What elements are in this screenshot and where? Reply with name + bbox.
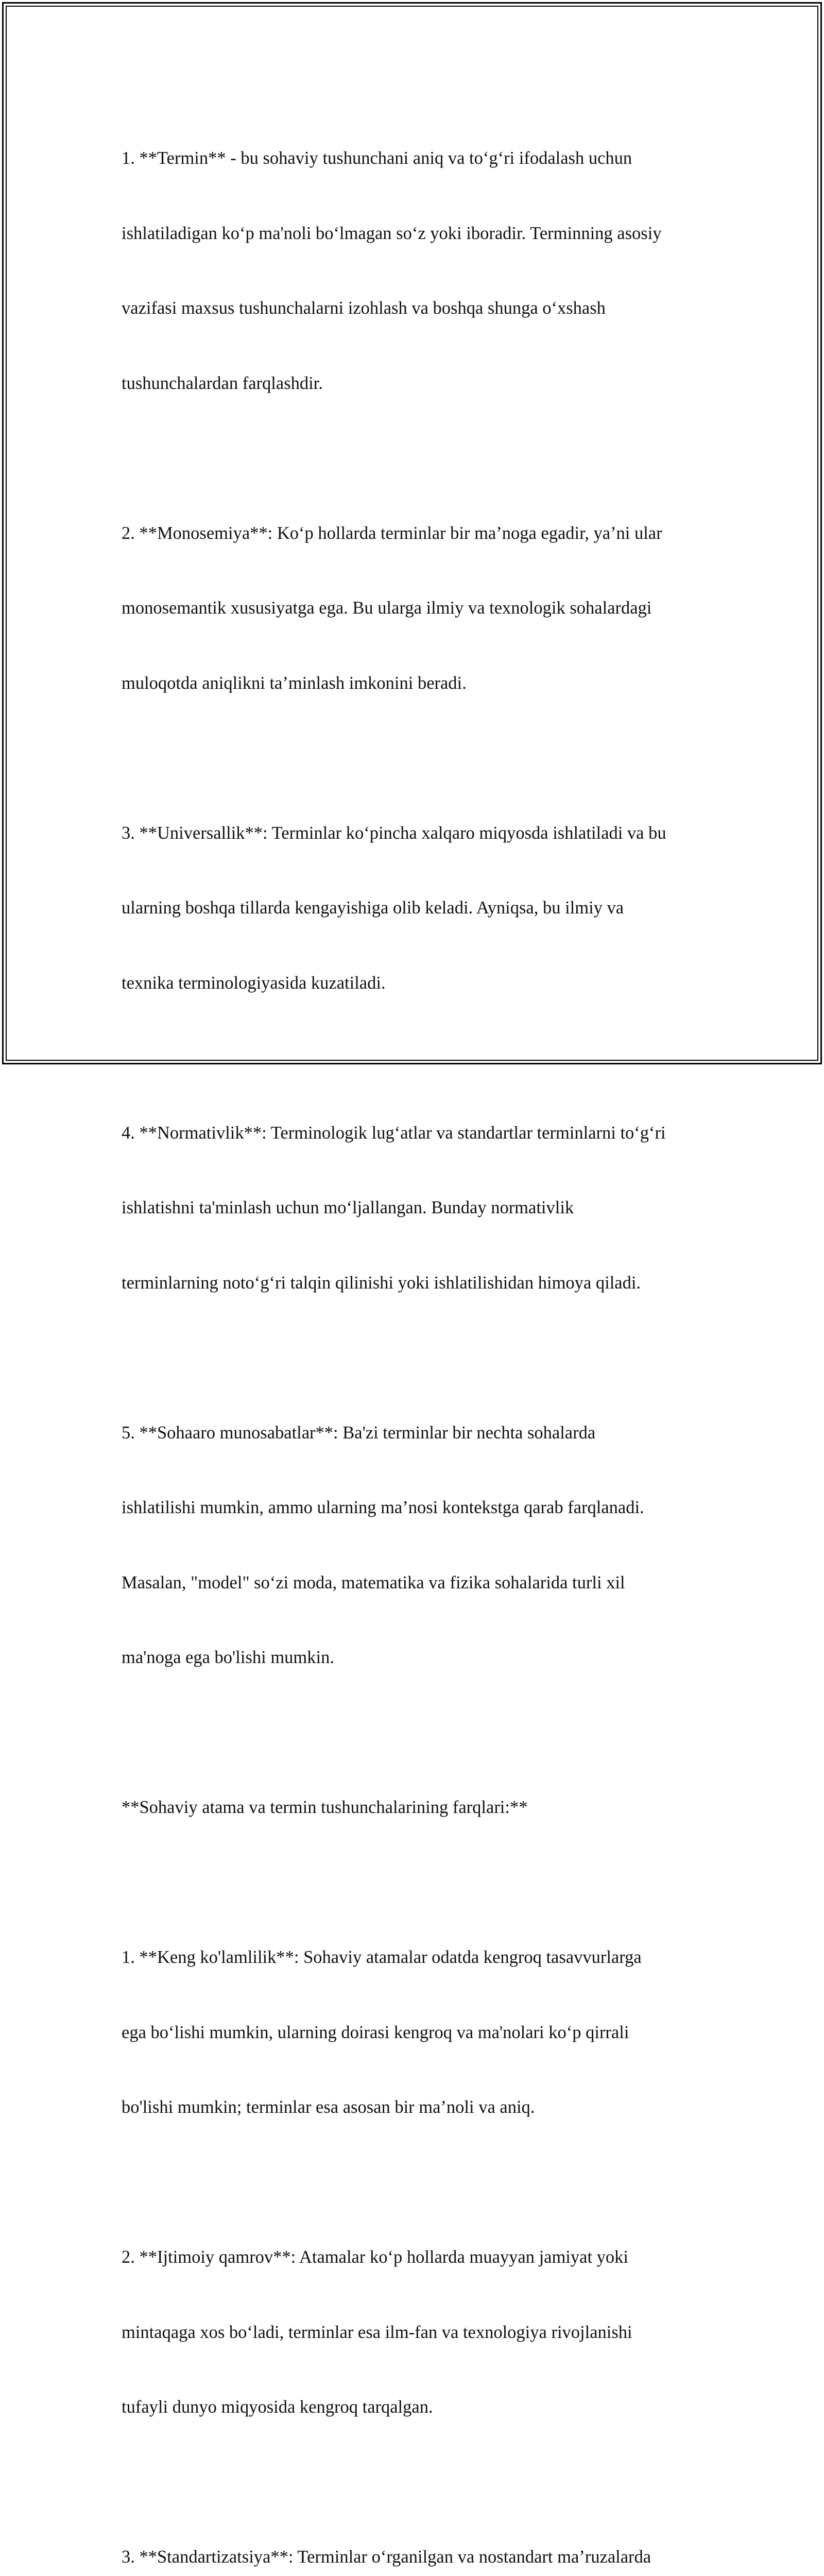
- text-line: ma'noga ega bo'lishi mumkin.: [122, 1648, 334, 1667]
- text-line: 4. **Normativlik**: Terminologik lug‘atlar va standartlar terminlarni to‘g‘ri: [122, 1123, 666, 1143]
- paragraph-ijtimoiy-qamrov: [122, 2195, 714, 2470]
- text-line: vazifasi maxsus tushunchalarni izohlash va boshqa shunga o‘xshash: [122, 298, 606, 318]
- text-line: 3. **Universallik**: Terminlar ko‘pincha xalqaro miqyosda ishlatiladi va bu: [122, 823, 666, 843]
- text-line: ishlatilishi mumkin, ammo ularning ma’nosi kontekstga qarab farqlanadi.: [122, 1498, 644, 1517]
- text-line: ishlatishni ta'minlash uchun mo‘ljallangan. Bunday normativlik: [122, 1198, 574, 1217]
- paragraph-monosemiya: [122, 471, 714, 746]
- text-line: tufayli dunyo miqyosida kengroq tarqalgan.: [122, 2397, 433, 2417]
- document-body: [122, 96, 714, 2576]
- text-line: 2. **Monosemiya**: Ko‘p hollarda terminlar bir ma’noga egadir, ya’ni ular: [122, 523, 662, 543]
- text-line: ularning boshqa tillarda kengayishiga olib keladi. Ayniqsa, bu ilmiy va: [122, 898, 624, 918]
- text-line: **Sohaviy atama va termin tushunchalarining farqlari:**: [122, 1798, 528, 1817]
- text-line: mintaqaga xos bo‘ladi, terminlar esa ilm-fan va texnologiya rivojlanishi: [122, 2322, 632, 2342]
- text-line: 1. **Keng ko'lamlilik**: Sohaviy atamalar odatda kengroq tasavvurlarga: [122, 1947, 642, 1967]
- text-line: ishlatiladigan ko‘p ma'noli bo‘lmagan so‘z yoki iboradir. Terminning asosiy: [122, 223, 662, 243]
- paragraph-sohaaro-munosabatlar: [122, 1370, 714, 1720]
- paragraph-normativlik: [122, 1071, 714, 1346]
- text-line: terminlarning noto‘g‘ri talqin qilinishi yoki ishlatilishidan himoya qiladi.: [122, 1273, 641, 1293]
- text-line: 2. **Ijtimoiy qamrov**: Atamalar ko‘p hollarda muayyan jamiyat yoki: [122, 2247, 628, 2267]
- text-line: 3. **Standartizatsiya**: Terminlar o‘rganilgan va nostandart ma’ruzalarda: [122, 2547, 651, 2567]
- paragraph-universallik: [122, 771, 714, 1046]
- text-line: bo'lishi mumkin; terminlar esa asosan bir ma’noli va aniq.: [122, 2097, 535, 2117]
- paragraph-standartizatsiya: [122, 2495, 714, 2576]
- text-line: ega bo‘lishi mumkin, ularning doirasi kengroq va ma'nolari ko‘p qirrali: [122, 2022, 629, 2042]
- text-line: texnika terminologiyasida kuzatiladi.: [122, 973, 386, 993]
- paragraph-keng-kolamlilik: [122, 1895, 714, 2170]
- text-line: Masalan, "model" so‘zi moda, matematika va fizika sohalarida turli xil: [122, 1572, 625, 1592]
- text-line: 1. **Termin** - bu sohaviy tushunchani aniq va to‘g‘ri ifodalash uchun: [122, 148, 632, 168]
- text-line: muloqotda aniqlikni ta’minlash imkonini beradi.: [122, 673, 467, 693]
- section-heading: [122, 1745, 714, 1870]
- paragraph-termin: [122, 96, 714, 446]
- text-line: tushunchalardan farqlashdir.: [122, 373, 323, 393]
- text-line: monosemantik xususiyatga ega. Bu ularga ilmiy va texnologik sohalardagi: [122, 598, 652, 618]
- text-line: 5. **Sohaaro munosabatlar**: Ba'zi terminlar bir nechta sohalarda: [122, 1422, 596, 1443]
